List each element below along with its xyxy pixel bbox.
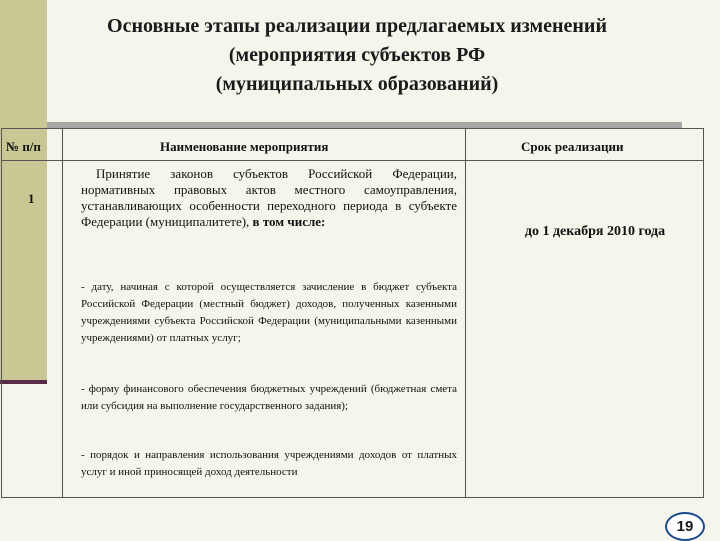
header-number: № п/п	[6, 139, 41, 154]
measure-item-3: - порядок и направления использования учреждениями доходов от платных услуг и иной приносящей доход деятельности	[81, 449, 457, 478]
title-line-2: (мероприятия субъектов РФ	[228, 44, 486, 66]
measure-item-2: - форму финансового обеспечения бюджетных учреждений (бюджетная смета или субсидия на выполнение государственного задания);	[81, 383, 457, 412]
header-name: Наименование мероприятия	[160, 139, 329, 154]
table-border-bottom	[1, 497, 704, 498]
title-line-3: (муниципальных образований)	[215, 73, 499, 95]
header-deadline: Срок реализации	[521, 139, 624, 154]
measure-item-1: - дату, начиная с которой осуществляется зачисление в бюджет субъекта Российской Федерации (местный бюджет) доходов, полученных казенными учреждениями субъекта Российской Федерации (муниципальными казенными учреждениями) от платных услуг;	[81, 281, 457, 344]
row-number: 1	[28, 191, 35, 206]
table-border-left	[1, 128, 2, 498]
measure-main-plain: Принятие законов субъектов Российской Федерации, нормативных правовых актов местного самоуправления, устанавливающих особенности переходного периода в субъекте Федерации (муниципалитете),	[81, 166, 457, 229]
table-header-divider	[1, 160, 704, 161]
table-col-divider-1	[62, 128, 63, 498]
page-number-badge: 19	[665, 512, 705, 541]
table-border-top	[1, 128, 704, 129]
deadline-value: до 1 декабря 2010 года	[524, 224, 666, 239]
table-col-divider-2	[465, 128, 466, 498]
measure-main-bold: в том числе:	[252, 214, 326, 229]
table-border-right	[703, 128, 704, 498]
title-line-1: Основные этапы реализации предлагаемых изменений	[107, 15, 607, 37]
measure-main-text	[81, 166, 457, 230]
